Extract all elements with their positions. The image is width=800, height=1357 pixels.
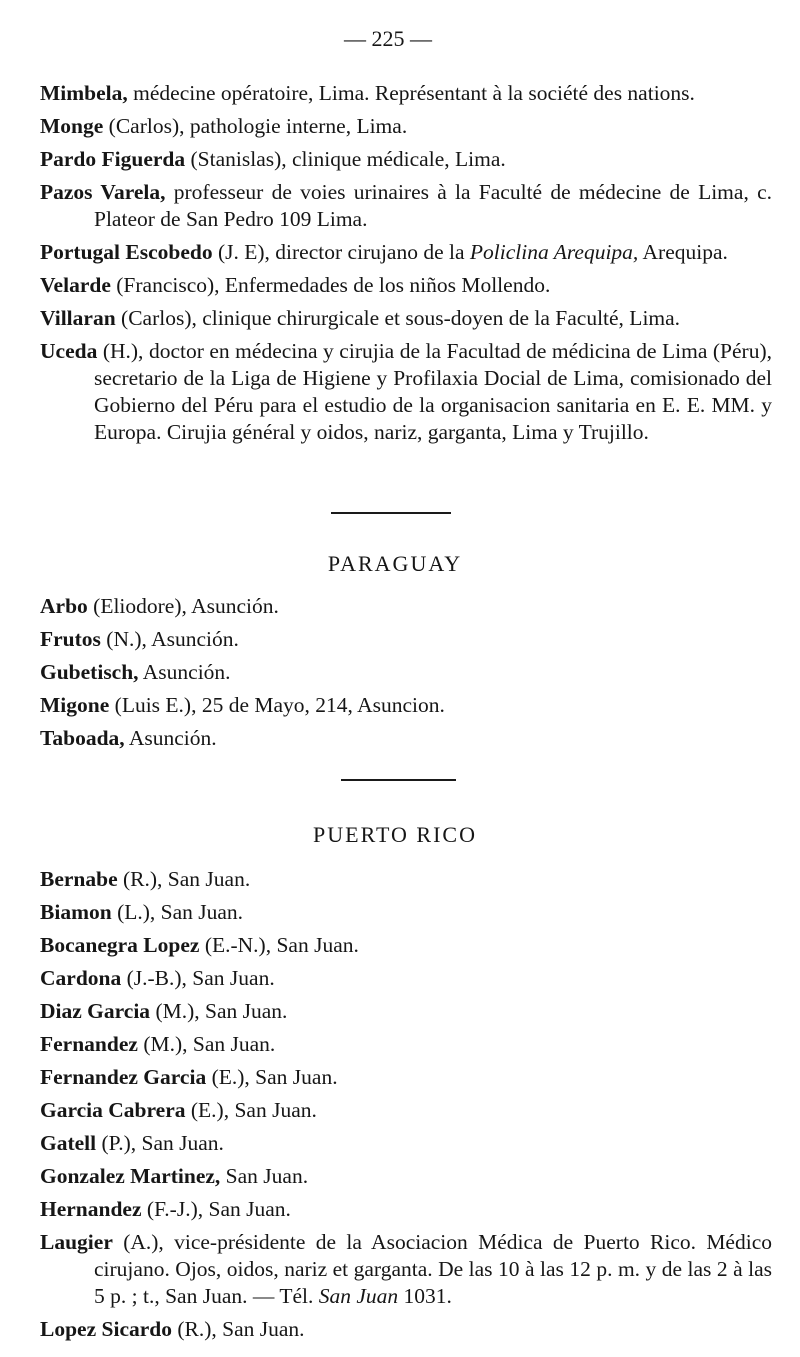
entry-details: (A.), vice-présidente de la Asociacion Médica de Puerto Rico. Médico cirujano. Ojos, oidos, nariz et garganta. De las 10 à las 12 p. m. y de las 2 à las 5 p. ; t., San Juan. — Tél.: [94, 1230, 772, 1308]
entry-details-italic: Policlina Arequipa,: [469, 240, 639, 264]
entry-details: San Juan.: [220, 1164, 309, 1188]
directory-entry: [40, 932, 772, 959]
entry-name: Taboada,: [40, 726, 125, 750]
entry-details: Asunción.: [124, 726, 217, 750]
entry-name: Hernandez: [40, 1197, 142, 1221]
entry-details: (Carlos), pathologie interne, Lima.: [103, 114, 408, 138]
entry-name: Garcia Cabrera: [40, 1098, 186, 1122]
directory-entry: [40, 1196, 772, 1223]
entry-details: (P.), San Juan.: [96, 1131, 224, 1155]
directory-entry: [40, 113, 772, 140]
entry-name: Bernabe: [40, 867, 118, 891]
entry-name: Pardo Figuerda: [40, 147, 186, 171]
entry-details: (E.), San Juan.: [206, 1065, 338, 1089]
entry-details: (F.-J.), San Juan.: [141, 1197, 291, 1221]
entry-name: Cardona: [40, 966, 122, 990]
entry-name: Gubetisch,: [40, 660, 139, 684]
directory-entry: [40, 998, 772, 1025]
entry-details: 1031.: [398, 1284, 452, 1308]
section-heading-puerto-rico: PUERTO RICO: [313, 822, 477, 847]
entry-name: Biamon: [40, 900, 112, 924]
entry-name: Arbo: [40, 594, 88, 618]
puerto-rico-entries-list: [0, 866, 800, 1343]
directory-entry: [40, 80, 772, 107]
entry-details: professeur de voies urinaires à la Faculté de médecine de Lima, c. Plateor de San Pedro 109 Lima.: [94, 180, 772, 231]
entry-name: Pazos Varela,: [40, 180, 166, 204]
entry-details: (M.), San Juan.: [137, 1032, 276, 1056]
directory-entry: [40, 146, 772, 173]
entry-details: (L.), San Juan.: [111, 900, 244, 924]
entry-name: Monge: [40, 114, 104, 138]
directory-entry: [40, 659, 772, 686]
directory-entry: [40, 1064, 772, 1091]
entry-name: Lopez Sicardo: [40, 1317, 172, 1341]
entry-details: (R.), San Juan.: [117, 867, 251, 891]
entry-name: Velarde: [40, 273, 111, 297]
section-heading-paraguay: PARAGUAY: [327, 551, 463, 576]
entry-name: Diaz Garcia: [40, 999, 151, 1023]
directory-entry: [40, 272, 772, 299]
directory-entry: [40, 1229, 772, 1310]
entry-details: (M.), San Juan.: [150, 999, 288, 1023]
entry-name: Uceda: [40, 339, 98, 363]
entry-details: (J. E), director cirujano de la: [212, 240, 470, 264]
entry-details: (Stanislas), clinique médicale, Lima.: [185, 147, 506, 171]
entry-name: Fernandez: [40, 1032, 138, 1056]
entry-details: (N.), Asunción.: [100, 627, 239, 651]
entry-details: (J.-B.), San Juan.: [121, 966, 275, 990]
entry-details: médecine opératoire, Lima. Représentant à la société des nations.: [127, 81, 695, 105]
peru-entries-list: [0, 80, 800, 446]
directory-entry: [40, 1130, 772, 1157]
entry-details: (Francisco), Enfermedades de los niños Mollendo.: [110, 273, 551, 297]
entry-details: (E.), San Juan.: [185, 1098, 317, 1122]
directory-entry: [40, 305, 772, 332]
directory-entry: [40, 1316, 772, 1343]
page-number: — 225 —: [344, 26, 432, 51]
entry-name: Portugal Escobedo: [40, 240, 213, 264]
entry-name: Mimbela,: [40, 81, 128, 105]
directory-entry: [40, 965, 772, 992]
directory-entry: [40, 725, 772, 752]
entry-name: Bocanegra Lopez: [40, 933, 200, 957]
entry-name: Gatell: [40, 1131, 97, 1155]
entry-details: (E.-N.), San Juan.: [199, 933, 359, 957]
entry-details: (R.), San Juan.: [171, 1317, 305, 1341]
entry-name: Fernandez Garcia: [40, 1065, 207, 1089]
directory-entry: [40, 899, 772, 926]
entry-details: Arequipa.: [638, 240, 728, 264]
entry-details: (Luis E.), 25 de Mayo, 214, Asuncion.: [109, 693, 445, 717]
section-divider: [331, 512, 451, 514]
entry-details: (Carlos), clinique chirurgicale et sous-doyen de la Faculté, Lima.: [115, 306, 681, 330]
entry-name: Laugier: [40, 1230, 113, 1254]
entry-details: Asunción.: [138, 660, 231, 684]
entry-details-italic: San Juan: [318, 1284, 399, 1308]
entry-name: Frutos: [40, 627, 101, 651]
entry-name: Gonzalez Martinez,: [40, 1164, 221, 1188]
directory-entry: [40, 1163, 772, 1190]
entry-details: (H.), doctor en médecina y cirujia de la Facultad de médicina de Lima (Péru), secretario de la Liga de Higiene y Profilaxia Docial de Lima, comisionado del Gobierno del Péru para el estudio de la organisacion sanitaria en E. E. MM. y Europa. Cirujia général y oidos, nariz, garganta, Lima y Trujillo.: [94, 339, 772, 444]
directory-entry: [40, 239, 772, 266]
entry-details: (Eliodore), Asunción.: [87, 594, 279, 618]
section-divider: [341, 779, 456, 781]
directory-entry: [40, 1097, 772, 1124]
entry-name: Migone: [40, 693, 110, 717]
paraguay-entries-list: [0, 593, 800, 752]
directory-entry: [40, 626, 772, 653]
directory-entry: [40, 338, 772, 446]
entry-name: Villaran: [40, 306, 116, 330]
directory-entry: [40, 179, 772, 233]
directory-entry: [40, 1031, 772, 1058]
directory-entry: [40, 866, 772, 893]
directory-entry: [40, 692, 772, 719]
directory-entry: [40, 593, 772, 620]
